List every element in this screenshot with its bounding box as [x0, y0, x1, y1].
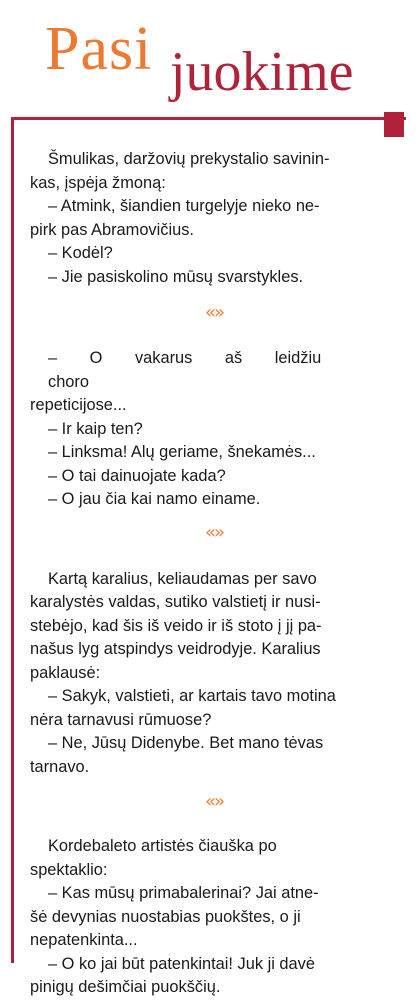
- joke-4: [30, 835, 380, 1000]
- joke-2: [30, 347, 380, 512]
- frame-corner-block: [384, 112, 404, 137]
- joke-line: pirk pas Abramovičius.: [30, 220, 194, 239]
- joke-line: spektaklio:: [30, 860, 108, 879]
- joke-line: – Linksma! Alų geriame, šnekamės...: [48, 443, 316, 461]
- joke-line: – Ir kaip ten?: [48, 419, 143, 438]
- joke-line: – O jau čia kai namo einame.: [48, 490, 261, 508]
- frame-left-border: [11, 117, 14, 963]
- joke-line: stebėjo, kad šis iš veido ir iš stoto į jį pa-: [30, 616, 322, 635]
- joke-line: karalystės valdas, sutiko valstietį ir nusi-: [30, 593, 321, 611]
- joke-line: paklausė:: [30, 663, 101, 682]
- joke-line: – O tai dainuojate kada?: [48, 466, 226, 485]
- joke-line: – Sakyk, valstieti, ar kartais tavo motina: [48, 687, 336, 705]
- joke-line: Šmulikas, daržovių prekystalio savinin-: [48, 150, 330, 168]
- title-part-2: juokime: [170, 41, 354, 103]
- joke-line: kas, įspėja žmoną:: [30, 173, 166, 192]
- joke-line: pinigų dešimčiai puokščių.: [30, 978, 221, 996]
- joke-line: – O vakarus aš leidžiu choro: [48, 349, 322, 391]
- joke-line: našus lyg atspindys veidrodyje. Karalius: [30, 640, 321, 658]
- jokes-column: [30, 148, 380, 1000]
- joke-line: tarnavo.: [30, 757, 90, 776]
- joke-line: nepatenkinta...: [30, 931, 138, 949]
- separator-ornament: «»: [204, 302, 224, 323]
- joke-3: [30, 568, 380, 780]
- separator-ornament: «»: [204, 521, 224, 543]
- joke-line: Kordebaleto artistės čiauška po: [48, 837, 277, 855]
- title-block: [0, 0, 419, 120]
- frame-top-border: [11, 117, 406, 120]
- separator-ornament: «»: [204, 791, 224, 812]
- joke-line: – Jie pasiskolino mūsų svarstykles.: [48, 267, 304, 286]
- joke-line: repeticijose...: [30, 396, 127, 414]
- joke-line: – Atmink, šiandien turgelyje nieko ne-: [48, 197, 320, 215]
- joke-line: Kartą karalius, keliaudamas per savo: [48, 569, 317, 588]
- joke-line: – Kas mūsų primabalerinai? Jai atne-: [48, 884, 319, 902]
- joke-line: – O ko jai būt patenkintai! Juk ji davė: [48, 954, 315, 973]
- joke-1: [30, 148, 380, 289]
- joke-line: šė devynias nuostabias puokštes, o ji: [30, 907, 301, 926]
- joke-line: nėra tarnavusi rūmuose?: [30, 710, 212, 729]
- joke-line: – Kodėl?: [48, 244, 113, 262]
- joke-line: – Ne, Jūsų Didenybe. Bet mano tėvas: [48, 734, 324, 752]
- title-part-1: Pasi: [45, 15, 153, 83]
